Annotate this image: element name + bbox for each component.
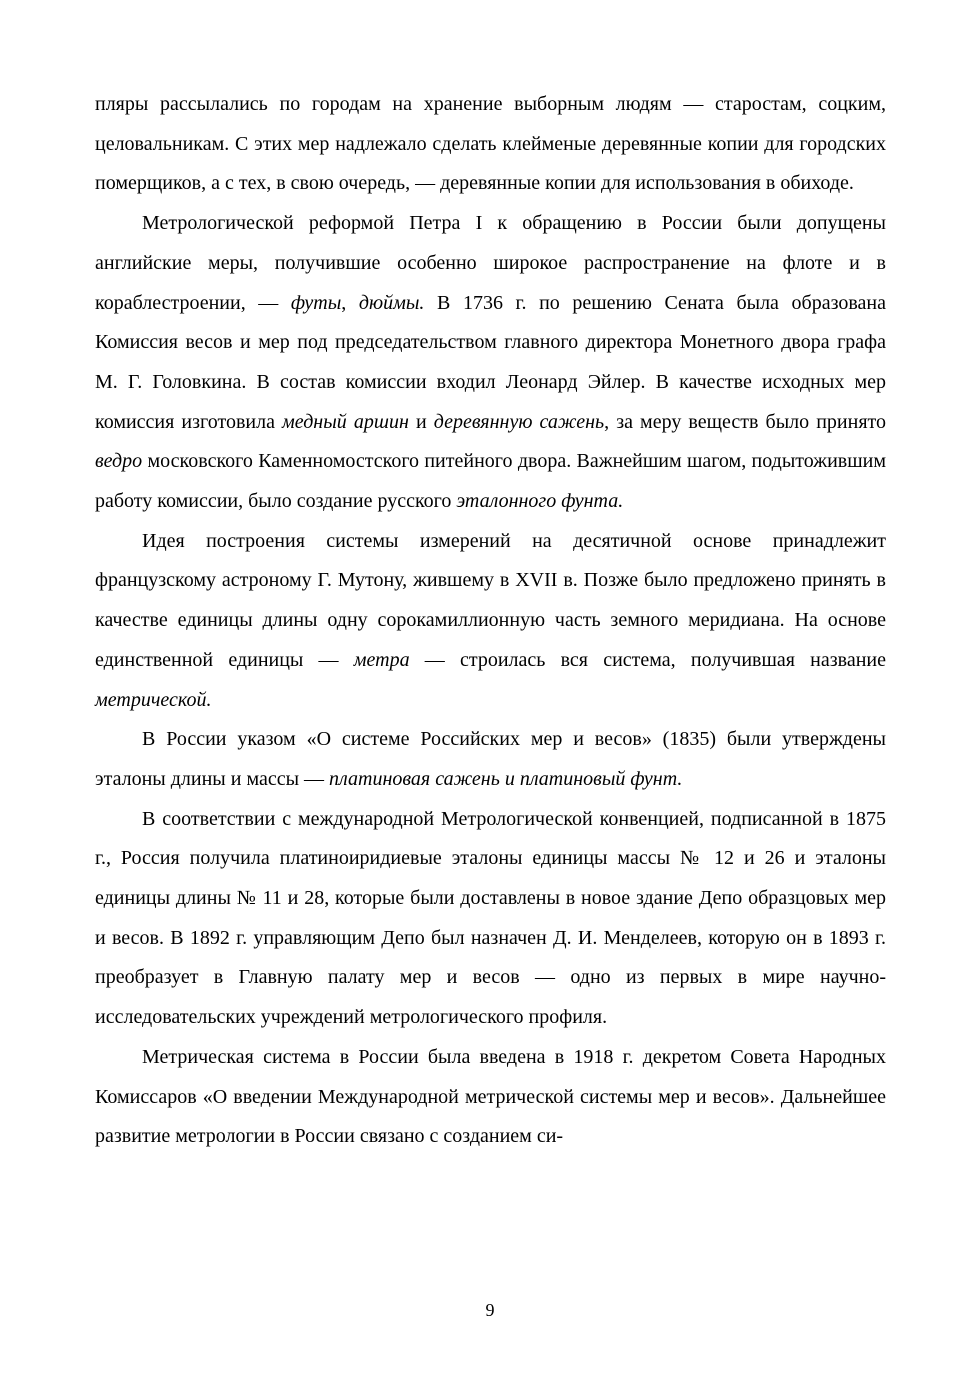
italic-term: медный аршин bbox=[282, 410, 409, 433]
italic-term: дюймы. bbox=[358, 291, 425, 314]
paragraph bbox=[95, 204, 886, 522]
italic-term: метра bbox=[353, 648, 410, 671]
text-run: пляры рассылались по городам на хранение выборным людям — старостам, соцким, целовальникам. С этих мер надлежало сделать клейменые деревянные копии для городских померщиков, а с тех, в свою очередь, — деревянные копии для использования в обиходе. bbox=[95, 93, 886, 195]
text-run: , за меру веществ было принято bbox=[604, 410, 887, 433]
text-run: московского Каменномостского питейного двора. Важнейшим шагом, подытожившим работу комиссии, было создание русского bbox=[95, 450, 886, 513]
page-number: 9 bbox=[485, 1300, 495, 1320]
italic-term: эталонного фунта. bbox=[456, 490, 624, 513]
paragraph bbox=[95, 85, 886, 204]
page-body bbox=[95, 85, 886, 1157]
italic-term: футы bbox=[290, 291, 342, 314]
paragraph bbox=[95, 800, 886, 1038]
paragraph bbox=[95, 522, 886, 721]
text-run: — строилась вся система, получившая название bbox=[409, 648, 886, 671]
text-run: Метрологической реформой Петра I к обращению в России были допущены английские меры, получившие особенно широкое распространение на флоте и в кораблестроении, — bbox=[95, 212, 886, 314]
text-run: Идея построения системы измерений на десятичной основе принадлежит французскому астроному Г. Мутону, жившему в XVII в. Позже было предложено принять в качестве единицы длины одну сорокамиллионную часть земного меридиана. На основе единственной единицы — bbox=[95, 529, 886, 671]
italic-term: платиновая сажень и платиновый фунт. bbox=[329, 767, 683, 790]
text-run: и bbox=[408, 410, 434, 433]
italic-term: ведро bbox=[95, 450, 143, 473]
text-run: В России указом «О системе Российских мер и весов» (1835) были утверждены эталоны длины и массы — bbox=[95, 728, 886, 790]
italic-term: метрической. bbox=[95, 688, 212, 711]
paragraph bbox=[95, 720, 886, 799]
text-run: , bbox=[341, 291, 359, 314]
italic-term: деревянную сажень bbox=[433, 410, 605, 433]
text-run: В 1736 г. по решению Сената была образована Комиссия весов и мер под председательством главного директора Монетного двора графа М. Г. Головкина. В состав комиссии входил Леонард Эйлер. В качестве исходных мер комиссия изготовила bbox=[95, 291, 886, 433]
text-run: Метрическая система в России была введена в 1918 г. декретом Совета Народных Комиссаров «О введении Международной метрической системы мер и весов». Дальнейшее развитие метрологии в России связано с созданием си- bbox=[95, 1045, 886, 1148]
paragraph bbox=[95, 1038, 886, 1157]
text-run: В соответствии с международной Метрологической конвенцией, подписанной в 1875 г., Россия получила платиноиридиевые эталоны единицы массы № 12 и 26 и эталоны единицы длины № 11 и 28, которые были доставлены в новое здание Депо образцовых мер и весов. В 1892 г. управляющим Депо был назначен Д. И. Менделеев, которую он в 1893 г. преобразует в Главную палату мер и весов — одно из первых в мире научно-исследовательских учреждений метрологического профиля. bbox=[95, 807, 886, 1029]
